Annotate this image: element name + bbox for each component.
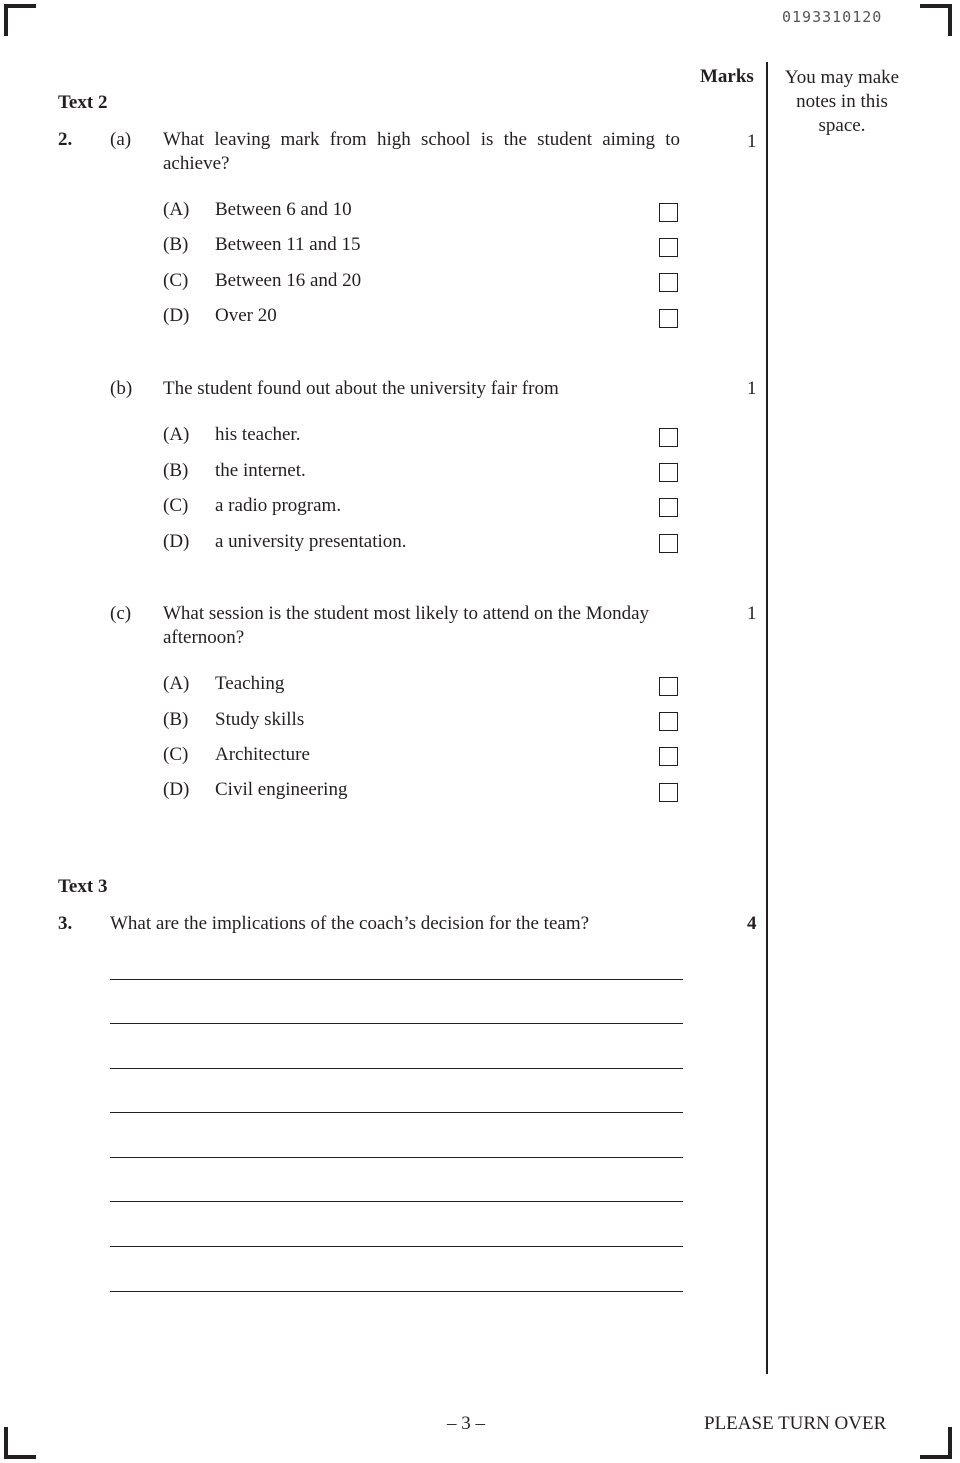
answer-checkbox-a-C[interactable] <box>659 273 678 292</box>
option-text: Architecture <box>215 744 310 765</box>
crop-mark-bottom-right <box>920 1427 952 1459</box>
answer-line[interactable] <box>110 1157 683 1158</box>
option-text: Between 6 and 10 <box>215 199 352 220</box>
part-a-prompt-line2: achieve? <box>163 153 230 174</box>
option-letter: (D) <box>163 531 190 552</box>
answer-checkbox-b-A[interactable] <box>659 428 678 447</box>
answer-checkbox-a-A[interactable] <box>659 203 678 222</box>
part-b-marks: 1 <box>747 378 757 399</box>
answer-checkbox-c-A[interactable] <box>659 677 678 696</box>
answer-checkbox-b-C[interactable] <box>659 498 678 517</box>
option-letter: (A) <box>163 673 190 694</box>
answer-checkbox-b-D[interactable] <box>659 534 678 553</box>
option-text: Between 16 and 20 <box>215 270 362 291</box>
crop-mark-top-left <box>4 4 36 36</box>
answer-checkbox-a-B[interactable] <box>659 238 678 257</box>
option-letter: (B) <box>163 709 189 730</box>
answer-checkbox-c-B[interactable] <box>659 712 678 731</box>
answer-checkbox-a-D[interactable] <box>659 309 678 328</box>
marks-header: Marks <box>700 66 754 87</box>
answer-line[interactable] <box>110 1112 683 1113</box>
answer-checkbox-b-B[interactable] <box>659 463 678 482</box>
turn-over-note: PLEASE TURN OVER <box>704 1413 887 1434</box>
part-c-marks: 1 <box>747 603 757 624</box>
answer-line[interactable] <box>110 1291 683 1292</box>
option-text: Civil engineering <box>215 779 348 800</box>
part-a-prompt-line1: What leaving mark from high school is the student aiming to <box>163 129 680 150</box>
part-a-marks: 1 <box>747 131 757 152</box>
answer-line[interactable] <box>110 979 683 980</box>
option-text: his teacher. <box>215 424 301 445</box>
option-letter: (C) <box>163 495 189 516</box>
question-3-prompt: What are the implications of the coach’s decision for the team? <box>110 913 590 934</box>
option-letter: (A) <box>163 199 190 220</box>
crop-mark-top-right <box>920 4 952 36</box>
margin-divider <box>766 62 768 1374</box>
crop-mark-bottom-left <box>4 1427 36 1459</box>
option-text: Study skills <box>215 709 305 730</box>
notes-margin-label: You may make notes in this space. <box>784 67 900 136</box>
option-text: Over 20 <box>215 305 277 326</box>
answer-checkbox-c-C[interactable] <box>659 747 678 766</box>
question-number: 2. <box>58 129 73 150</box>
part-b-prompt: The student found out about the university fair from <box>163 378 559 399</box>
option-letter: (C) <box>163 744 189 765</box>
option-letter: (D) <box>163 305 190 326</box>
option-text: the internet. <box>215 460 306 481</box>
part-c-prompt-line1: What session is the student most likely to attend on the Monday <box>163 603 650 624</box>
part-c-label: (c) <box>110 603 132 624</box>
option-letter: (B) <box>163 460 189 481</box>
option-letter: (D) <box>163 779 190 800</box>
option-text: Between 11 and 15 <box>215 234 361 255</box>
page-number: – 3 – <box>447 1413 485 1434</box>
question-3-marks: 4 <box>747 913 757 934</box>
part-a-label: (a) <box>110 129 132 150</box>
part-c-prompt-line2: afternoon? <box>163 627 245 648</box>
document-code: 0193310120 <box>782 8 883 26</box>
text2-heading: Text 2 <box>58 92 108 113</box>
answer-checkbox-c-D[interactable] <box>659 783 678 802</box>
option-letter: (B) <box>163 234 189 255</box>
option-letter: (C) <box>163 270 189 291</box>
part-b-label: (b) <box>110 378 133 399</box>
answer-line[interactable] <box>110 1068 683 1069</box>
option-text: Teaching <box>215 673 285 694</box>
option-letter: (A) <box>163 424 190 445</box>
option-text: a university presentation. <box>215 531 407 552</box>
answer-line[interactable] <box>110 1023 683 1024</box>
answer-line[interactable] <box>110 1201 683 1202</box>
question-number: 3. <box>58 913 73 934</box>
answer-line[interactable] <box>110 1246 683 1247</box>
text3-heading: Text 3 <box>58 876 108 897</box>
option-text: a radio program. <box>215 495 342 516</box>
